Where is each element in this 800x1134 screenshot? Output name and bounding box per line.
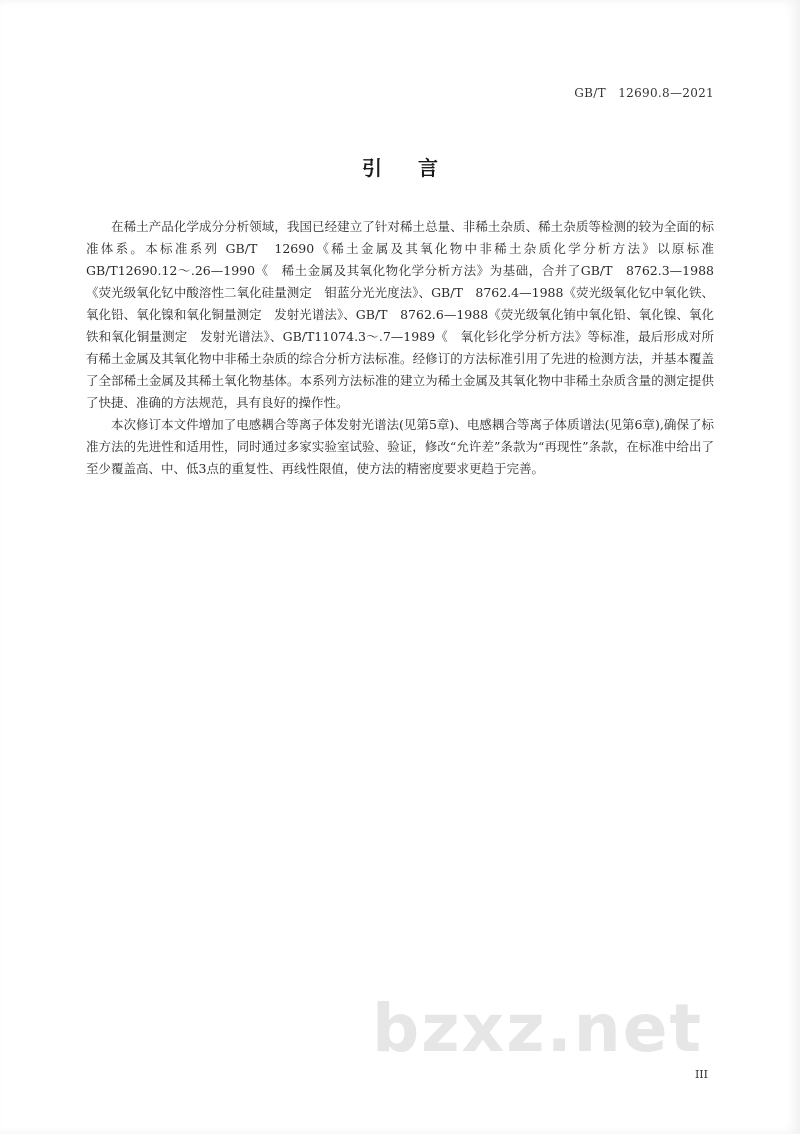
introduction-body [86, 216, 714, 480]
paragraph-1: 在稀土产品化学成分分析领域，我国已经建立了针对稀土总量、非稀土杂质、稀土杂质等检测的较为全面的标准体系。本标准系列 GB/T 12690《稀土金属及其氧化物中非稀土杂质化学分析方法》以原标准 GB/T12690.12～.26—1990《 稀土金属及其氧化物化学分析方法》为基础，合并了GB/T 8762.3—1988《荧光级氧化钇中酸溶性二氧化硅量测定 钼蓝分光光度法》、GB/T 8762.4—1988《荧光级氧化钇中氧化铁、氧化铅、氧化镍和氧化铜量测定 发射光谱法》、GB/T 8762.6—1988《荧光级氧化铕中氧化铅、氧化镍、氧化铁和氧化铜量测定 发射光谱法》、GB/T11074.3～.7—1989《 氧化钐化学分析方法》等标准，最后形成对所有稀土金属及其氧化物中非稀土杂质的综合分析方法标准。经修订的方法标准引用了先进的检测方法，并基本覆盖了全部稀土金属及其稀土氧化物基体。本系列方法标准的建立为稀土金属及其氧化物中非稀土杂质含量的测定提供了快捷、准确的方法规范，具有良好的操作性。 [86, 219, 714, 410]
watermark: bzxz.net [372, 990, 704, 1067]
page-title: 引言 [362, 156, 474, 180]
paragraph-2: 本次修订本文件增加了电感耦合等离子体发射光谱法(见第5章)、电感耦合等离子体质谱法(见第6章),确保了标准方法的先进性和适用性，同时通过多家实验室试验、验证，修改“允许差”条款为“再现性”条款，在标准中给出了至少覆盖高、中、低3点的重复性、再线性限值，使方法的精密度要求更趋于完善。 [86, 417, 714, 476]
standard-code: GB/T 12690.8—2021 [574, 86, 714, 100]
page-number: III [694, 1068, 708, 1081]
